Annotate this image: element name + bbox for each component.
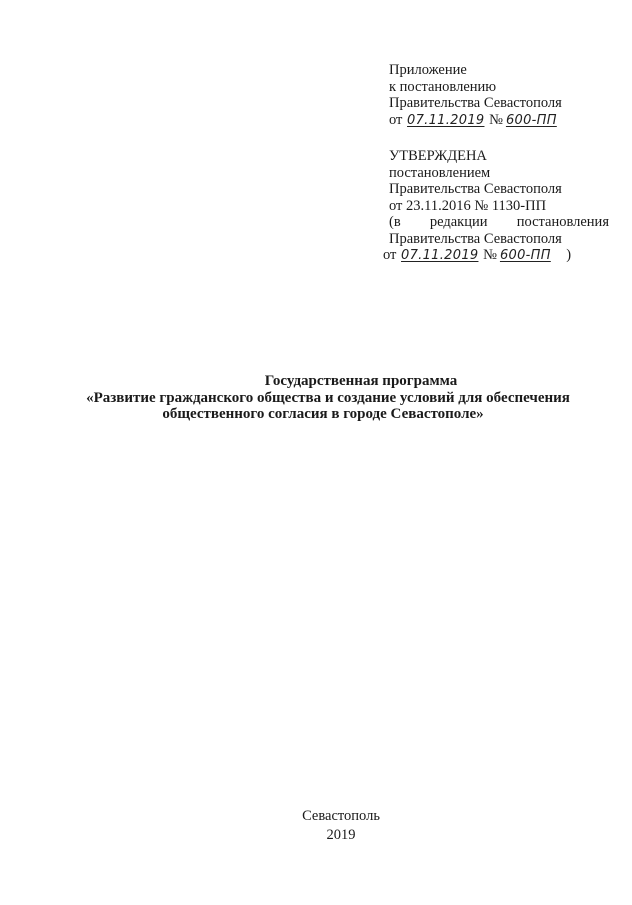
appendix-number: 600-ПП [505,112,557,128]
appendix-line-1: Приложение [389,62,467,78]
appendix-line-3: Правительства Севастополя [389,95,562,111]
document-footer [0,808,632,843]
appendix-line-2: к постановлению [389,78,497,95]
approved-number-sign: № [483,247,497,263]
appendix-number-sign: № [489,111,503,128]
appendix-block [389,62,562,129]
footer-year: 2019 [326,826,356,843]
approved-edition-line [389,214,609,231]
approved-date-line [383,247,609,265]
approved-close-paren: ) [566,247,572,263]
program-title-line-1: Государственная программа [264,373,458,389]
approved-line-3: от 23.11.2016 № 1130-ПП [389,197,547,214]
program-title-line-3: общественного согласия в городе Севастополе» [162,406,484,422]
approved-line-2: Правительства Севастополя [389,181,562,197]
edition-word-2: редакции [429,214,488,230]
appendix-date: 07.11.2019 [407,112,485,128]
footer-city: Севастополь [302,808,380,824]
appendix-from-prefix: от [389,111,403,128]
approved-line-1: постановлением [389,164,491,181]
edition-word-1: (в [389,214,401,230]
program-title-line-2: «Развитие гражданского общества и создание условий для обеспечения [86,389,570,406]
appendix-date-line [389,112,562,130]
program-title [0,373,632,423]
approved-heading: УТВЕРЖДЕНА [389,148,487,164]
edition-word-3: постановления [516,214,609,230]
approved-block [383,148,609,265]
approved-number: 600-ПП [499,248,551,263]
approved-from-prefix: от [383,247,397,263]
approved-line-5: Правительства Севастополя [389,230,562,247]
approved-date: 07.11.2019 [401,248,479,263]
